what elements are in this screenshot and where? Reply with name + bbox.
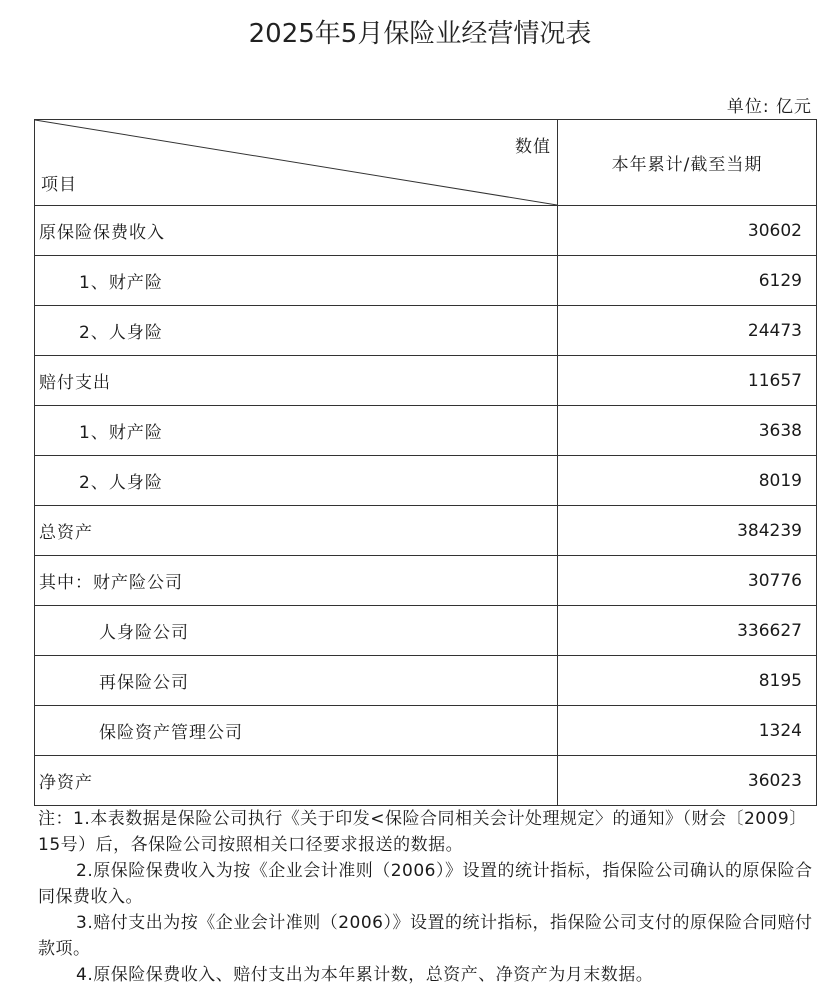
insurance-report-table xyxy=(34,119,817,806)
row-label: 2、人身险 xyxy=(35,306,558,356)
row-label: 1、财产险 xyxy=(35,256,558,306)
table-row xyxy=(35,756,817,806)
table-header-row xyxy=(35,120,817,206)
row-value: 36023 xyxy=(558,756,817,806)
row-value: 8019 xyxy=(558,456,817,506)
row-label: 再保险公司 xyxy=(35,656,558,706)
header-value-column: 本年累计/截至当期 xyxy=(558,120,817,206)
row-value: 30602 xyxy=(558,206,817,256)
table-row xyxy=(35,506,817,556)
row-label: 保险资产管理公司 xyxy=(35,706,558,756)
row-label: 1、财产险 xyxy=(35,406,558,456)
row-label: 原保险保费收入 xyxy=(35,206,558,256)
row-value: 30776 xyxy=(558,556,817,606)
footnote-1: 注：1.本表数据是保险公司执行《关于印发<保险合同相关会计处理规定〉的通知》（财会〔2009〕15号）后，各保险公司按照相关口径要求报送的数据。 xyxy=(38,809,807,855)
row-label: 人身险公司 xyxy=(35,606,558,656)
footnote-4: 4.原保险保费收入、赔付支出为本年累计数，总资产、净资产为月末数据。 xyxy=(76,965,654,985)
table-row xyxy=(35,306,817,356)
header-item-label: 项目 xyxy=(41,175,77,195)
row-value: 11657 xyxy=(558,356,817,406)
row-value: 336627 xyxy=(558,606,817,656)
diagonal-header-cell xyxy=(35,120,558,206)
footnote-3: 3.赔付支出为按《企业会计准则（2006）》设置的统计指标，指保险公司支付的原保险合同赔付款项。 xyxy=(38,913,813,959)
header-value-label: 数值 xyxy=(515,137,551,157)
row-label: 2、人身险 xyxy=(35,456,558,506)
table-row xyxy=(35,656,817,706)
row-value: 8195 xyxy=(558,656,817,706)
page-title: 2025年5月保险业经营情况表 xyxy=(248,19,592,49)
row-value: 24473 xyxy=(558,306,817,356)
footnote-2: 2.原保险保费收入为按《企业会计准则（2006）》设置的统计指标，指保险公司确认的原保险合同保费收入。 xyxy=(38,861,813,907)
row-label: 净资产 xyxy=(35,756,558,806)
row-label: 总资产 xyxy=(35,506,558,556)
table-row xyxy=(35,256,817,306)
row-value: 384239 xyxy=(558,506,817,556)
table-row xyxy=(35,706,817,756)
table-row xyxy=(35,356,817,406)
footnotes xyxy=(38,806,814,988)
table-row xyxy=(35,456,817,506)
row-value: 6129 xyxy=(558,256,817,306)
row-label: 其中：财产险公司 xyxy=(35,556,558,606)
diagonal-line xyxy=(35,120,557,205)
table-row xyxy=(35,406,817,456)
row-label: 赔付支出 xyxy=(35,356,558,406)
unit-label: 单位: 亿元 xyxy=(726,97,812,117)
table-row xyxy=(35,606,817,656)
table-row xyxy=(35,556,817,606)
table-row xyxy=(35,206,817,256)
row-value: 1324 xyxy=(558,706,817,756)
row-value: 3638 xyxy=(558,406,817,456)
